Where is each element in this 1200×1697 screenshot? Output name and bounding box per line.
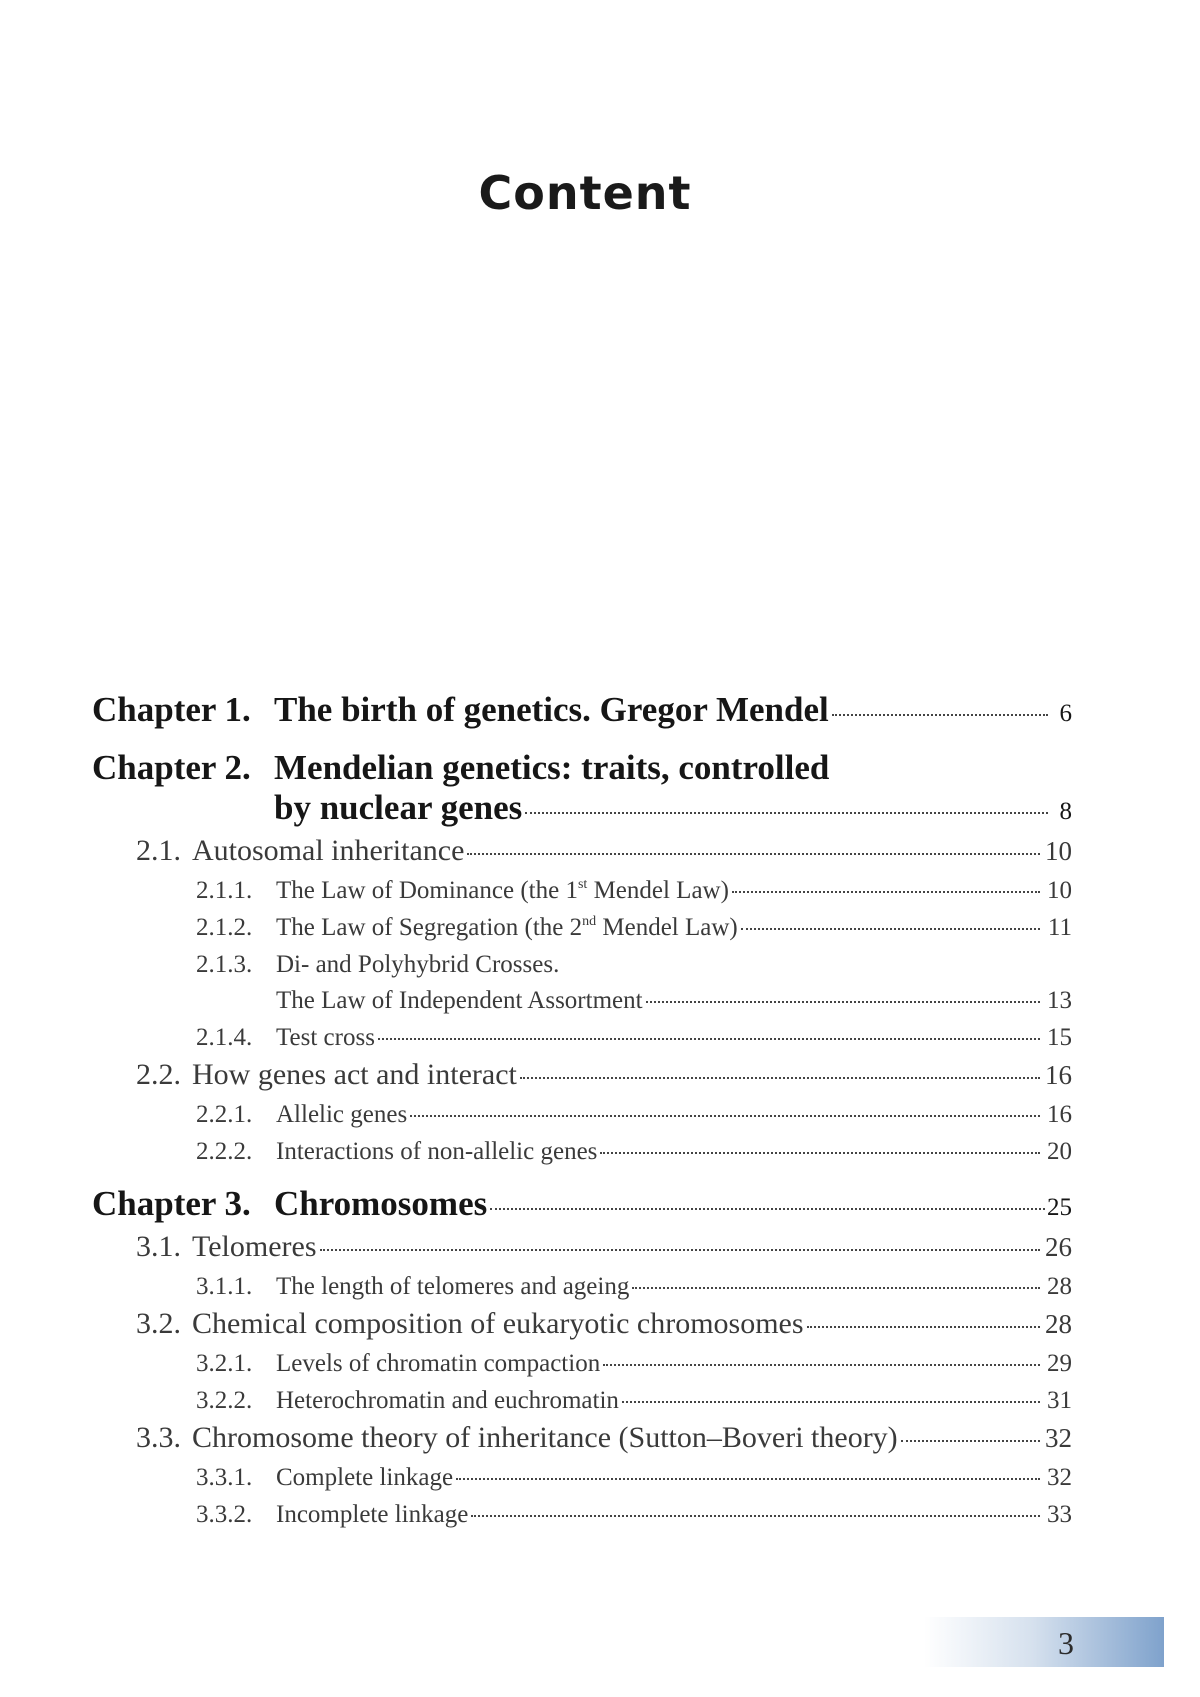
section-number: 3.2. <box>136 1307 181 1340</box>
page-ref: 28 <box>1047 1273 1072 1300</box>
toc-section-3-2[interactable] <box>92 1307 1072 1341</box>
dot-leader <box>320 1249 1040 1251</box>
dot-leader <box>378 1038 1040 1040</box>
toc-subsection-3-1-1[interactable] <box>92 1273 1072 1301</box>
dot-leader <box>471 1515 1040 1517</box>
subsection-title: Test cross <box>276 1024 375 1051</box>
page-title: Content <box>478 166 692 220</box>
dot-leader <box>456 1478 1040 1480</box>
page-number-tab <box>924 1617 1164 1667</box>
toc-subsection-3-2-1[interactable] <box>92 1350 1072 1378</box>
toc-subsection-2-1-3[interactable] <box>92 951 1072 1015</box>
dot-leader <box>622 1401 1040 1403</box>
subsection-title: Heterochromatin and euchromatin <box>276 1387 619 1414</box>
subsection-number: 2.2.2. <box>196 1138 253 1165</box>
subsection-title: Allelic genes <box>276 1101 408 1128</box>
toc-section-2-2[interactable] <box>92 1058 1072 1092</box>
page-ref: 15 <box>1047 1024 1072 1051</box>
subsection-number: 2.1.2. <box>196 914 253 941</box>
section-title: How genes act and interact <box>192 1058 517 1091</box>
subsection-number: 2.2.1. <box>196 1101 253 1128</box>
page-ref: 25 <box>1047 1194 1072 1221</box>
subsection-number: 3.1.1. <box>196 1273 253 1300</box>
page-ref: 10 <box>1047 877 1072 904</box>
page-ref: 31 <box>1047 1387 1072 1414</box>
page-ref: 8 <box>1059 798 1072 825</box>
section-title: Chromosome theory of inheritance (Sutton–Boveri theory) <box>192 1421 898 1454</box>
subsection-title: The length of telomeres and ageing <box>276 1273 630 1300</box>
toc-section-2-1[interactable] <box>92 834 1072 868</box>
section-number: 3.3. <box>136 1421 181 1454</box>
section-title: Chemical composition of eukaryotic chromosomes <box>192 1307 804 1340</box>
page-ref: 20 <box>1047 1138 1072 1165</box>
chapter-label: Chapter 2. <box>92 748 251 787</box>
dot-leader <box>832 714 1048 716</box>
subsection-number: 3.3.2. <box>196 1501 253 1528</box>
toc-section-3-1[interactable] <box>92 1230 1072 1264</box>
section-title: Autosomal inheritance <box>192 834 465 867</box>
subsection-number: 3.3.1. <box>196 1464 253 1491</box>
dot-leader <box>807 1326 1040 1328</box>
chapter-title: Chromosomes <box>274 1184 488 1223</box>
subsection-title: The Law of Dominance (the 1st Mendel Law) <box>276 877 729 904</box>
subsection-title: Incomplete linkage <box>276 1501 469 1528</box>
ordinal-superscript: st <box>577 877 588 892</box>
section-number: 2.1. <box>136 834 181 867</box>
toc-subsection-2-2-1[interactable] <box>92 1101 1072 1129</box>
page-ref: 26 <box>1045 1232 1072 1262</box>
chapter-title-line2: by nuclear genes <box>274 788 523 827</box>
subsection-title-line1: Di- and Polyhybrid Crosses. <box>276 951 560 978</box>
page-ref: 32 <box>1045 1423 1072 1453</box>
subsection-title-line2: The Law of Independent Assortment <box>276 987 643 1014</box>
dot-leader <box>600 1152 1040 1154</box>
subsection-title: The Law of Segregation (the 2nd Mendel Law) <box>276 914 738 941</box>
dot-leader <box>741 928 1040 930</box>
page-ref: 13 <box>1047 987 1072 1014</box>
subsection-number: 2.1.1. <box>196 877 253 904</box>
chapter-2-entry[interactable] <box>92 748 1072 828</box>
page-ref: 32 <box>1047 1464 1072 1491</box>
page-ref: 29 <box>1047 1350 1072 1377</box>
page-ref: 28 <box>1045 1309 1072 1339</box>
page-ref: 16 <box>1045 1060 1072 1090</box>
page-ref: 16 <box>1047 1101 1072 1128</box>
dot-leader <box>732 891 1040 893</box>
subsection-title: Complete linkage <box>276 1464 454 1491</box>
dot-leader <box>632 1287 1040 1289</box>
dot-leader <box>520 1077 1040 1079</box>
toc-subsection-3-3-1[interactable] <box>92 1464 1072 1492</box>
dot-leader <box>490 1208 1045 1210</box>
toc-subsection-2-1-2[interactable] <box>92 914 1072 942</box>
chapter-title-line1: Mendelian genetics: traits, controlled <box>274 748 830 787</box>
subsection-number: 3.2.1. <box>196 1350 253 1377</box>
page-ref: 10 <box>1045 836 1072 866</box>
ordinal-superscript: nd <box>582 914 597 929</box>
toc-subsection-3-2-2[interactable] <box>92 1387 1072 1415</box>
page-number: 3 <box>1058 1625 1074 1661</box>
subsection-number: 3.2.2. <box>196 1387 253 1414</box>
subsection-number: 2.1.3. <box>196 951 253 978</box>
dot-leader <box>467 853 1040 855</box>
page-ref: 33 <box>1047 1501 1072 1528</box>
toc-subsection-2-2-2[interactable] <box>92 1138 1072 1166</box>
chapter-label: Chapter 1. <box>92 690 251 729</box>
section-title: Telomeres <box>192 1230 317 1263</box>
dot-leader <box>603 1364 1040 1366</box>
chapter-1-entry[interactable] <box>92 690 1072 730</box>
toc-section-3-3[interactable] <box>92 1421 1072 1455</box>
subsection-title: Levels of chromatin compaction <box>276 1350 601 1377</box>
dot-leader <box>410 1115 1040 1117</box>
dot-leader <box>525 812 1048 814</box>
dot-leader <box>901 1440 1040 1442</box>
toc-subsection-2-1-1[interactable] <box>92 877 1072 905</box>
subsection-number: 2.1.4. <box>196 1024 253 1051</box>
toc-subsection-3-3-2[interactable] <box>92 1501 1072 1529</box>
subsection-title: Interactions of non-allelic genes <box>276 1138 598 1165</box>
page-ref: 11 <box>1047 914 1072 941</box>
section-number: 2.2. <box>136 1058 181 1091</box>
section-number: 3.1. <box>136 1230 181 1263</box>
dot-leader <box>646 1001 1040 1003</box>
table-of-contents <box>92 690 1072 1529</box>
toc-subsection-2-1-4[interactable] <box>92 1024 1072 1052</box>
chapter-label: Chapter 3. <box>92 1184 251 1223</box>
chapter-title: The birth of genetics. Gregor Mendel <box>274 690 829 729</box>
chapter-3-entry[interactable] <box>92 1184 1072 1224</box>
page-ref: 6 <box>1059 700 1072 727</box>
